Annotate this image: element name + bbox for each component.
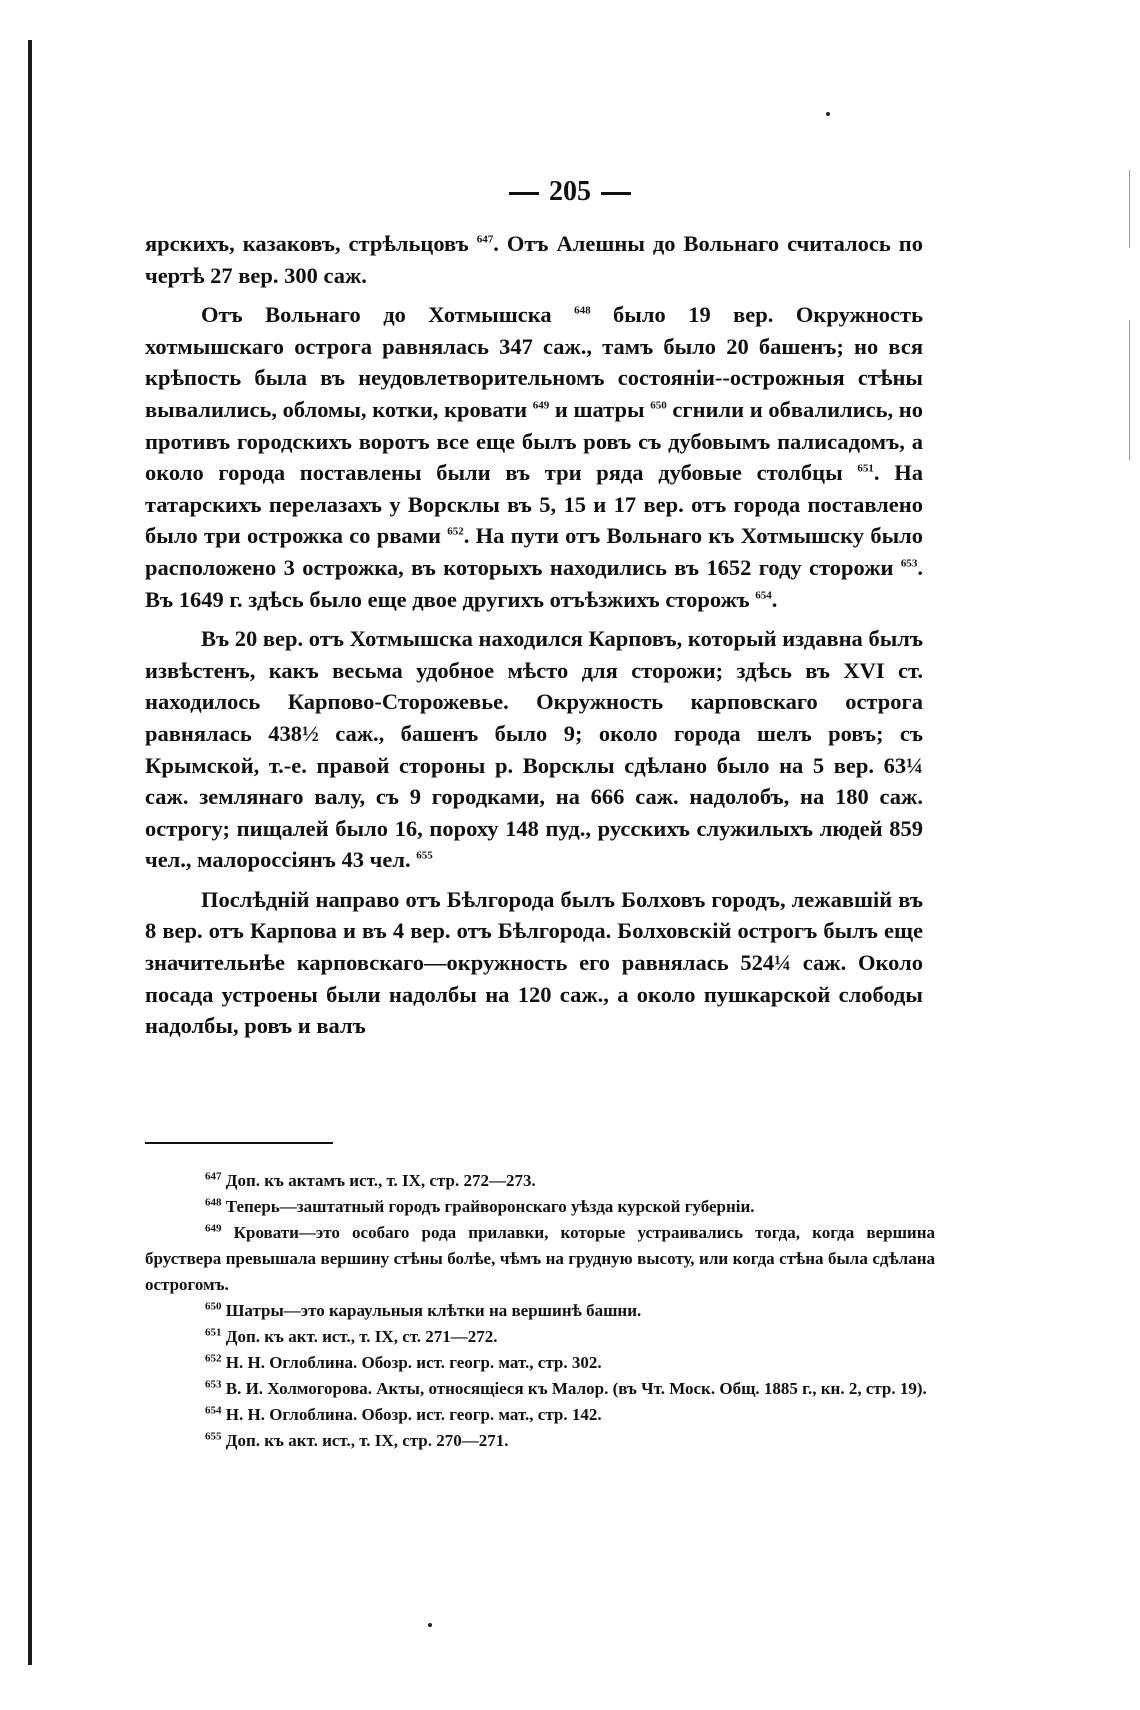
footnote [145,1376,935,1402]
paragraph [145,228,923,291]
footnote-ref: 650 [650,399,667,412]
footnote-text: Н. Н. Оглоблина. Обозр. ист. геогр. мат., стр. 302. [225,1353,602,1372]
text-run: сгнили и обвалились, но противъ городскихъ воротъ все еще былъ ровъ съ дубовымъ палисадомъ, а около города поставлены были въ три ряда дубовые столбцы [145,396,923,486]
footnote-ref: 647 [476,233,494,246]
footnote-number: 655 [205,1430,222,1443]
footnote-number: 653 [205,1378,222,1391]
footnote-ref: 648 [574,304,591,317]
page-number: 205 [549,176,591,207]
page-number-header [0,176,1140,208]
footnote-ref: 654 [755,589,772,602]
footnote-text: В. И. Холмогорова. Акты, относящіеся къ Малор. (въ Чт. Моск. Общ. 1885 г., кн. 2, стр. 19). [225,1379,927,1398]
footnote-number: 654 [205,1404,222,1417]
footnote-text: Теперь—заштатный городъ грайворонскаго уѣзда курской губерніи. [225,1197,755,1216]
footnote [145,1402,935,1428]
footnote-text: Доп. къ актамъ ист., т. IX, стр. 272—273. [225,1171,536,1190]
scan-speck [826,112,830,116]
footnote-ref: 655 [416,849,433,862]
text-run: Въ 20 вер. отъ Хотмышска находился Карповъ, который издавна былъ извѣстенъ, какъ весьма удобное мѣсто для сторожи; здѣсь въ XVI ст. находилось Карпово-Сторожевье. Окружность карповскаго острога равнялась 438½ саж., башенъ было 9; около города шелъ ровъ; съ Крымской, т.-е. правой стороны р. Ворсклы сдѣлано было на 5 вер. 63¼ саж. землянаго валу, съ 9 городками, на 666 саж. надолобъ, на 180 саж. острогу; пищалей было 16, пороху 148 пуд., русскихъ служилыхъ людей 859 чел., малороссіянъ 43 чел. [145,626,923,873]
text-run: было 19 вер. Окружность хотмышскаго острога равнялась 347 саж., тамъ было 20 башенъ; но вся крѣпость была въ неудовлетворительномъ состояніи--острожныя стѣны вывалились, обломы, котки, кровати [145,302,923,422]
text-run: . Въ 1649 г. здѣсь было еще двое другихъ отъѣзжихъ сторожъ [145,554,923,612]
text-run: Послѣдній направо отъ Бѣлгорода былъ Болховъ городъ, лежавшій въ 8 вер. отъ Карпова и въ 4 вер. отъ Бѣлгорода. Болховскій острогъ былъ еще значительнѣе карповскаго—окружность его равнялась 524¼ саж. Около посада устроены были надолбы на 120 саж., а около пушкарской слободы надолбы, ровъ и валъ [145,886,923,1039]
footnote-number: 652 [205,1352,222,1365]
footnote [145,1350,935,1376]
footnote [145,1428,935,1454]
scan-right-edge [1129,320,1130,460]
scan-speck [428,1623,432,1627]
text-run: . На татарскихъ перелазахъ у Ворсклы въ 5, 15 и 17 вер. отъ города поставлено было три острожка со рвами [145,460,923,549]
paragraph [145,299,923,615]
text-run: и шатры [549,396,651,422]
footnote [145,1298,935,1324]
main-text [145,228,923,1042]
footnote [145,1194,935,1220]
text-run: ярскихъ, казаковъ, стрѣльцовъ [145,231,477,256]
footnote-number: 649 [205,1222,222,1235]
footnote-ref: 651 [857,462,874,475]
text-run: Отъ Вольнаго до Хотмышска [201,302,575,328]
footnote [145,1168,935,1194]
page-number-dash-right [601,192,631,195]
footnote-ref: 653 [900,557,918,570]
footnote-text: Шатры—это караульныя клѣтки на вершинѣ башни. [225,1301,642,1320]
paragraph [145,623,923,876]
footnote-text: Доп. къ акт. ист., т. IX, стр. 270—271. [225,1431,509,1450]
footnote-number: 650 [205,1300,222,1313]
footnote-number: 647 [205,1170,222,1183]
footnote-separator [145,1142,333,1144]
footnotes [145,1168,935,1454]
paragraph [145,884,923,1042]
page-number-dash-left [509,192,539,195]
footnote-text: Н. Н. Оглоблина. Обозр. ист. геогр. мат., стр. 142. [225,1405,602,1424]
footnote-number: 648 [205,1196,222,1209]
footnote [145,1324,935,1350]
text-run: . На пути отъ Вольнаго къ Хотмышску было расположено 3 острожка, въ которыхъ находились въ 1652 году сторожи [145,523,924,580]
footnote-text: Доп. къ акт. ист., т. IX, ст. 271—272. [225,1327,498,1346]
text-run: . [771,586,778,612]
footnote-number: 651 [205,1326,222,1339]
footnote-ref: 649 [532,399,550,412]
footnote-ref: 652 [447,525,464,538]
scan-binding-edge [28,40,32,1665]
footnote [145,1220,935,1298]
text-run: . Отъ Алешны до Вольнаго считалось по чертѣ 27 вер. 300 саж. [145,231,923,288]
footnote-text: Кровати—это особаго рода прилавки, которые устраивались тогда, когда вершина бруствера превышала вершину стѣны болѣе, чѣмъ на грудную высоту, или когда стѣна была сдѣлана острогомъ. [145,1223,936,1294]
